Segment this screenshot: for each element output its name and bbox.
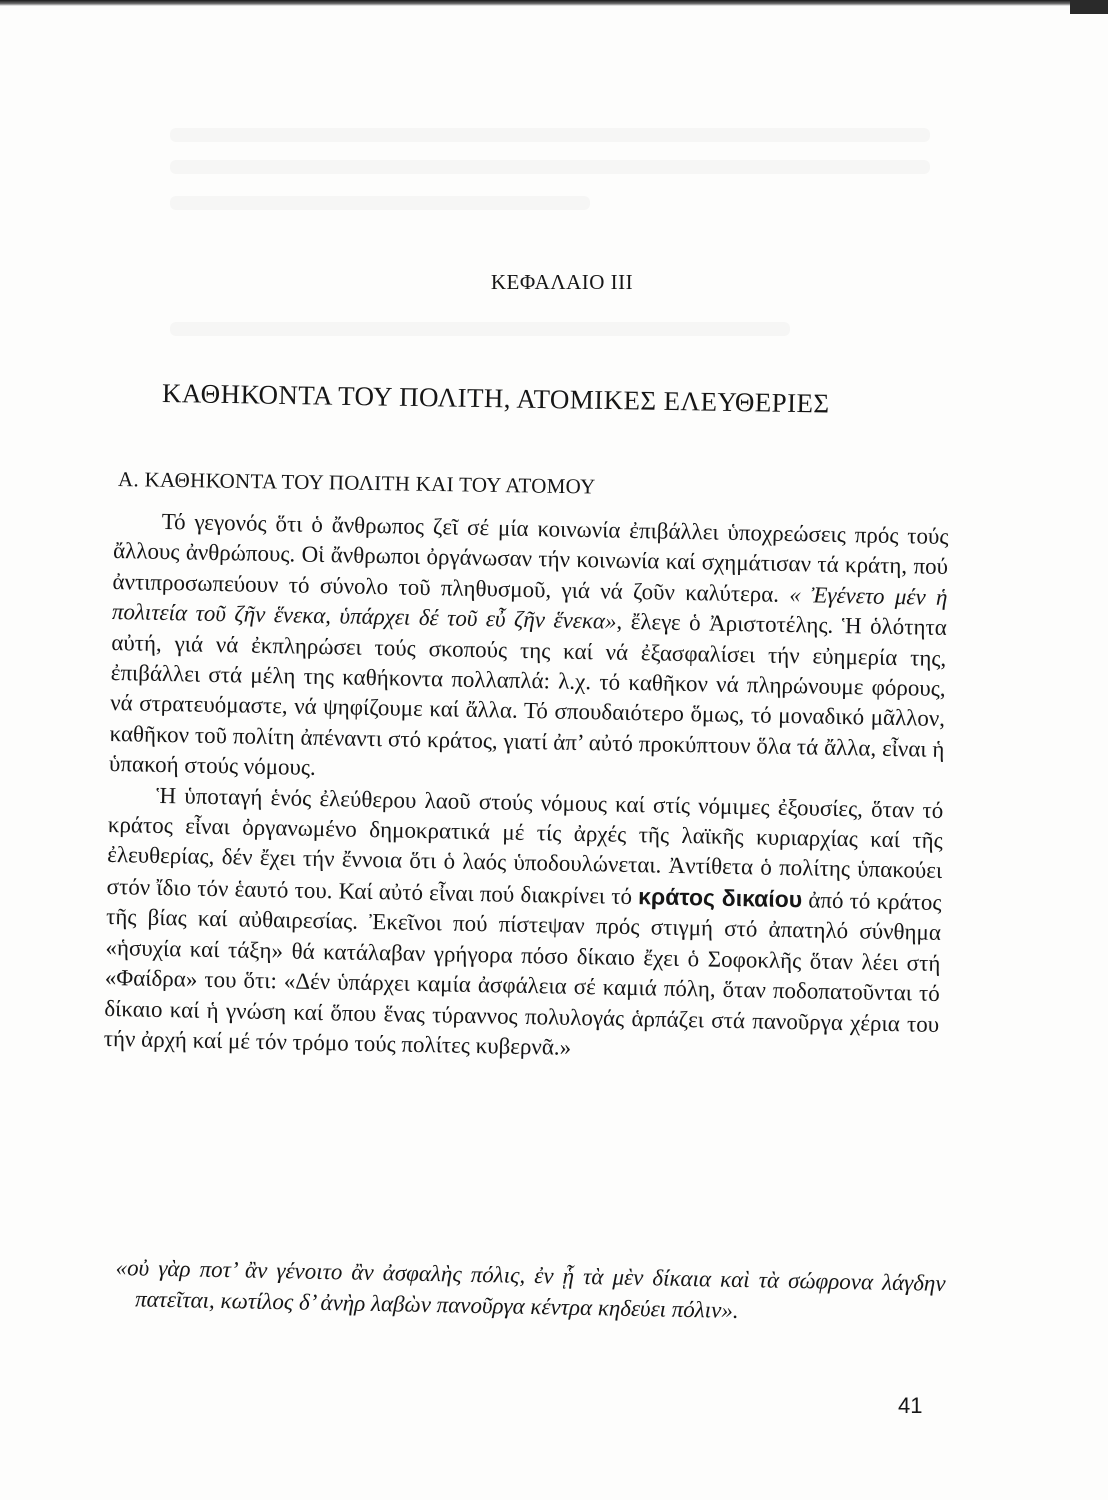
show-through-line bbox=[170, 196, 590, 210]
section-heading: Α. ΚΑΘΗΚΟΝΤΑ ΤΟΥ ΠΟΛΙΤΗ ΚΑΙ ΤΟΥ ΑΤΟΜΟΥ bbox=[117, 467, 596, 499]
aristotle-quote: « Ἐγένετο μέν ἡ πολιτεία τοῦ ζῆν ἕνεκα, ὑπάρχει δέ τοῦ εὖ ζῆν ἕνεκα» bbox=[111, 581, 948, 634]
scan-corner-shadow bbox=[1070, 0, 1108, 14]
page-number: 41 bbox=[898, 1393, 923, 1418]
chapter-title: ΚΑΘΗΚΟΝΤΑ ΤΟΥ ΠΟΛΙΤΗ, ΑΤΟΜΙΚΕΣ ΕΛΕΥΘΕΡΙΕΣ bbox=[161, 378, 830, 419]
paragraph-2 bbox=[103, 780, 943, 1071]
paragraph-1 bbox=[109, 506, 949, 796]
paragraph-1-text-a: Τό γεγονός ὅτι ὁ ἄνθρωπος ζεῖ σέ μία κοινωνία ἐπιβάλλει ὑποχρεώσεις πρός τούς ἄλλους ἀνθρώπους. Οἱ ἄνθρωποι ὀργάνωσαν τήν κοινωνία καί σχημάτισαν τά κράτη, πού ἀντιπροσωπεύουν τό σύνολο τοῦ πληθυσμοῦ, γιά νά ζοῦν καλύτερα. bbox=[112, 508, 949, 607]
sophocles-quote-block: «οὐ γὰρ ποτ’ ἂν γένοιτο ἂν ἀσφαλὴς πόλις, ἐν ᾗ τὰ μὲν δίκαια καὶ τὰ σώφρονα λάγδην πατεῖται, κωτίλος δ’ ἀνὴρ λαβὼν πανοῦργα κέντρα κηδεύει πόλιν». bbox=[115, 1254, 946, 1323]
paragraph-2-text-a: Ἡ ὑποταγή ἑνός ἐλεύθερου λαοῦ στούς νόμους καί στίς νόμιμες ἐξουσίες, ὅταν τό κράτος εἶναι ὀργανωμένο δημοκρατικά μέ τίς ἀρχές τῆς λαϊκῆς κυριαρχίας καί τῆς ἐλευθερίας, δέν ἔχει τήν ἔννοια ὅτι ὁ λαός ὑποδουλώνεται. Ἀντίθετα ὁ πολίτης ὑπακούει στόν ἴδιο τόν ἑαυτό του. Καί αὐτό εἶναι πού διακρίνει τό bbox=[106, 782, 944, 910]
show-through-line bbox=[170, 128, 930, 142]
show-through-line bbox=[170, 160, 930, 174]
body-text bbox=[103, 506, 948, 1070]
paragraph-1-text-b: , ἔλεγε ὁ Ἀριστοτέλης. Ἡ ὁλότητα αὐτή, γιά νά ἐκπληρώσει τούς σκοπούς της καί νά ἐξασφαλίσει τήν εὐημερία της, ἐπιβάλλει στά μέλη της καθήκοντα πολλαπλά: λ.χ. τό καθῆκον νά πληρώνουμε φόρους, νά στρατευόμαστε, νά ψηφίζουμε καί ἄλλα. Τό σπουδαιότερο ὅμως, τό μοναδικό μᾶλλον, καθῆκον τοῦ πολίτη ἀπέναντι στό κράτος, γιατί ἀπ’ αὐτό προκύπτουν ὅλα τά ἄλλα, εἶναι ἡ ὑπακοή στούς νόμους. bbox=[108, 608, 948, 781]
chapter-label: ΚΕΦΑΛΑΙΟ ΙΙΙ bbox=[490, 270, 634, 294]
scan-top-edge bbox=[0, 0, 1108, 6]
show-through-line bbox=[170, 322, 790, 336]
bold-term: κράτος δικαίου bbox=[637, 883, 803, 913]
paragraph-2-text-b: ἀπό τό κράτος τῆς βίας καί αὐθαιρεσίας. Ἐκεῖνοι πού πίστεψαν πρός στιγμή στό ἀπατηλό σύνθημα «ἡσυχία καί τάξη» θά κατάλαβαν γρήγορα πόσο δίκαιο ἔχει ὁ Σοφοκλῆς ὅταν λέει στή «Φαίδρα» του ὅτι: «Δέν ὑπάρχει καμία ἀσφάλεια σέ καμιά πόλη, ὅταν ποδοπατοῦνται τό δίκαιο καί ἡ γνώση καί ὅπου ἕνας τύραννος πολυλογάς ἁρπάζει στά πανοῦργα χέρια του τήν ἀρχή καί μέ τόν τρόμο τούς πολίτες κυβερνᾶ.» bbox=[103, 887, 942, 1060]
